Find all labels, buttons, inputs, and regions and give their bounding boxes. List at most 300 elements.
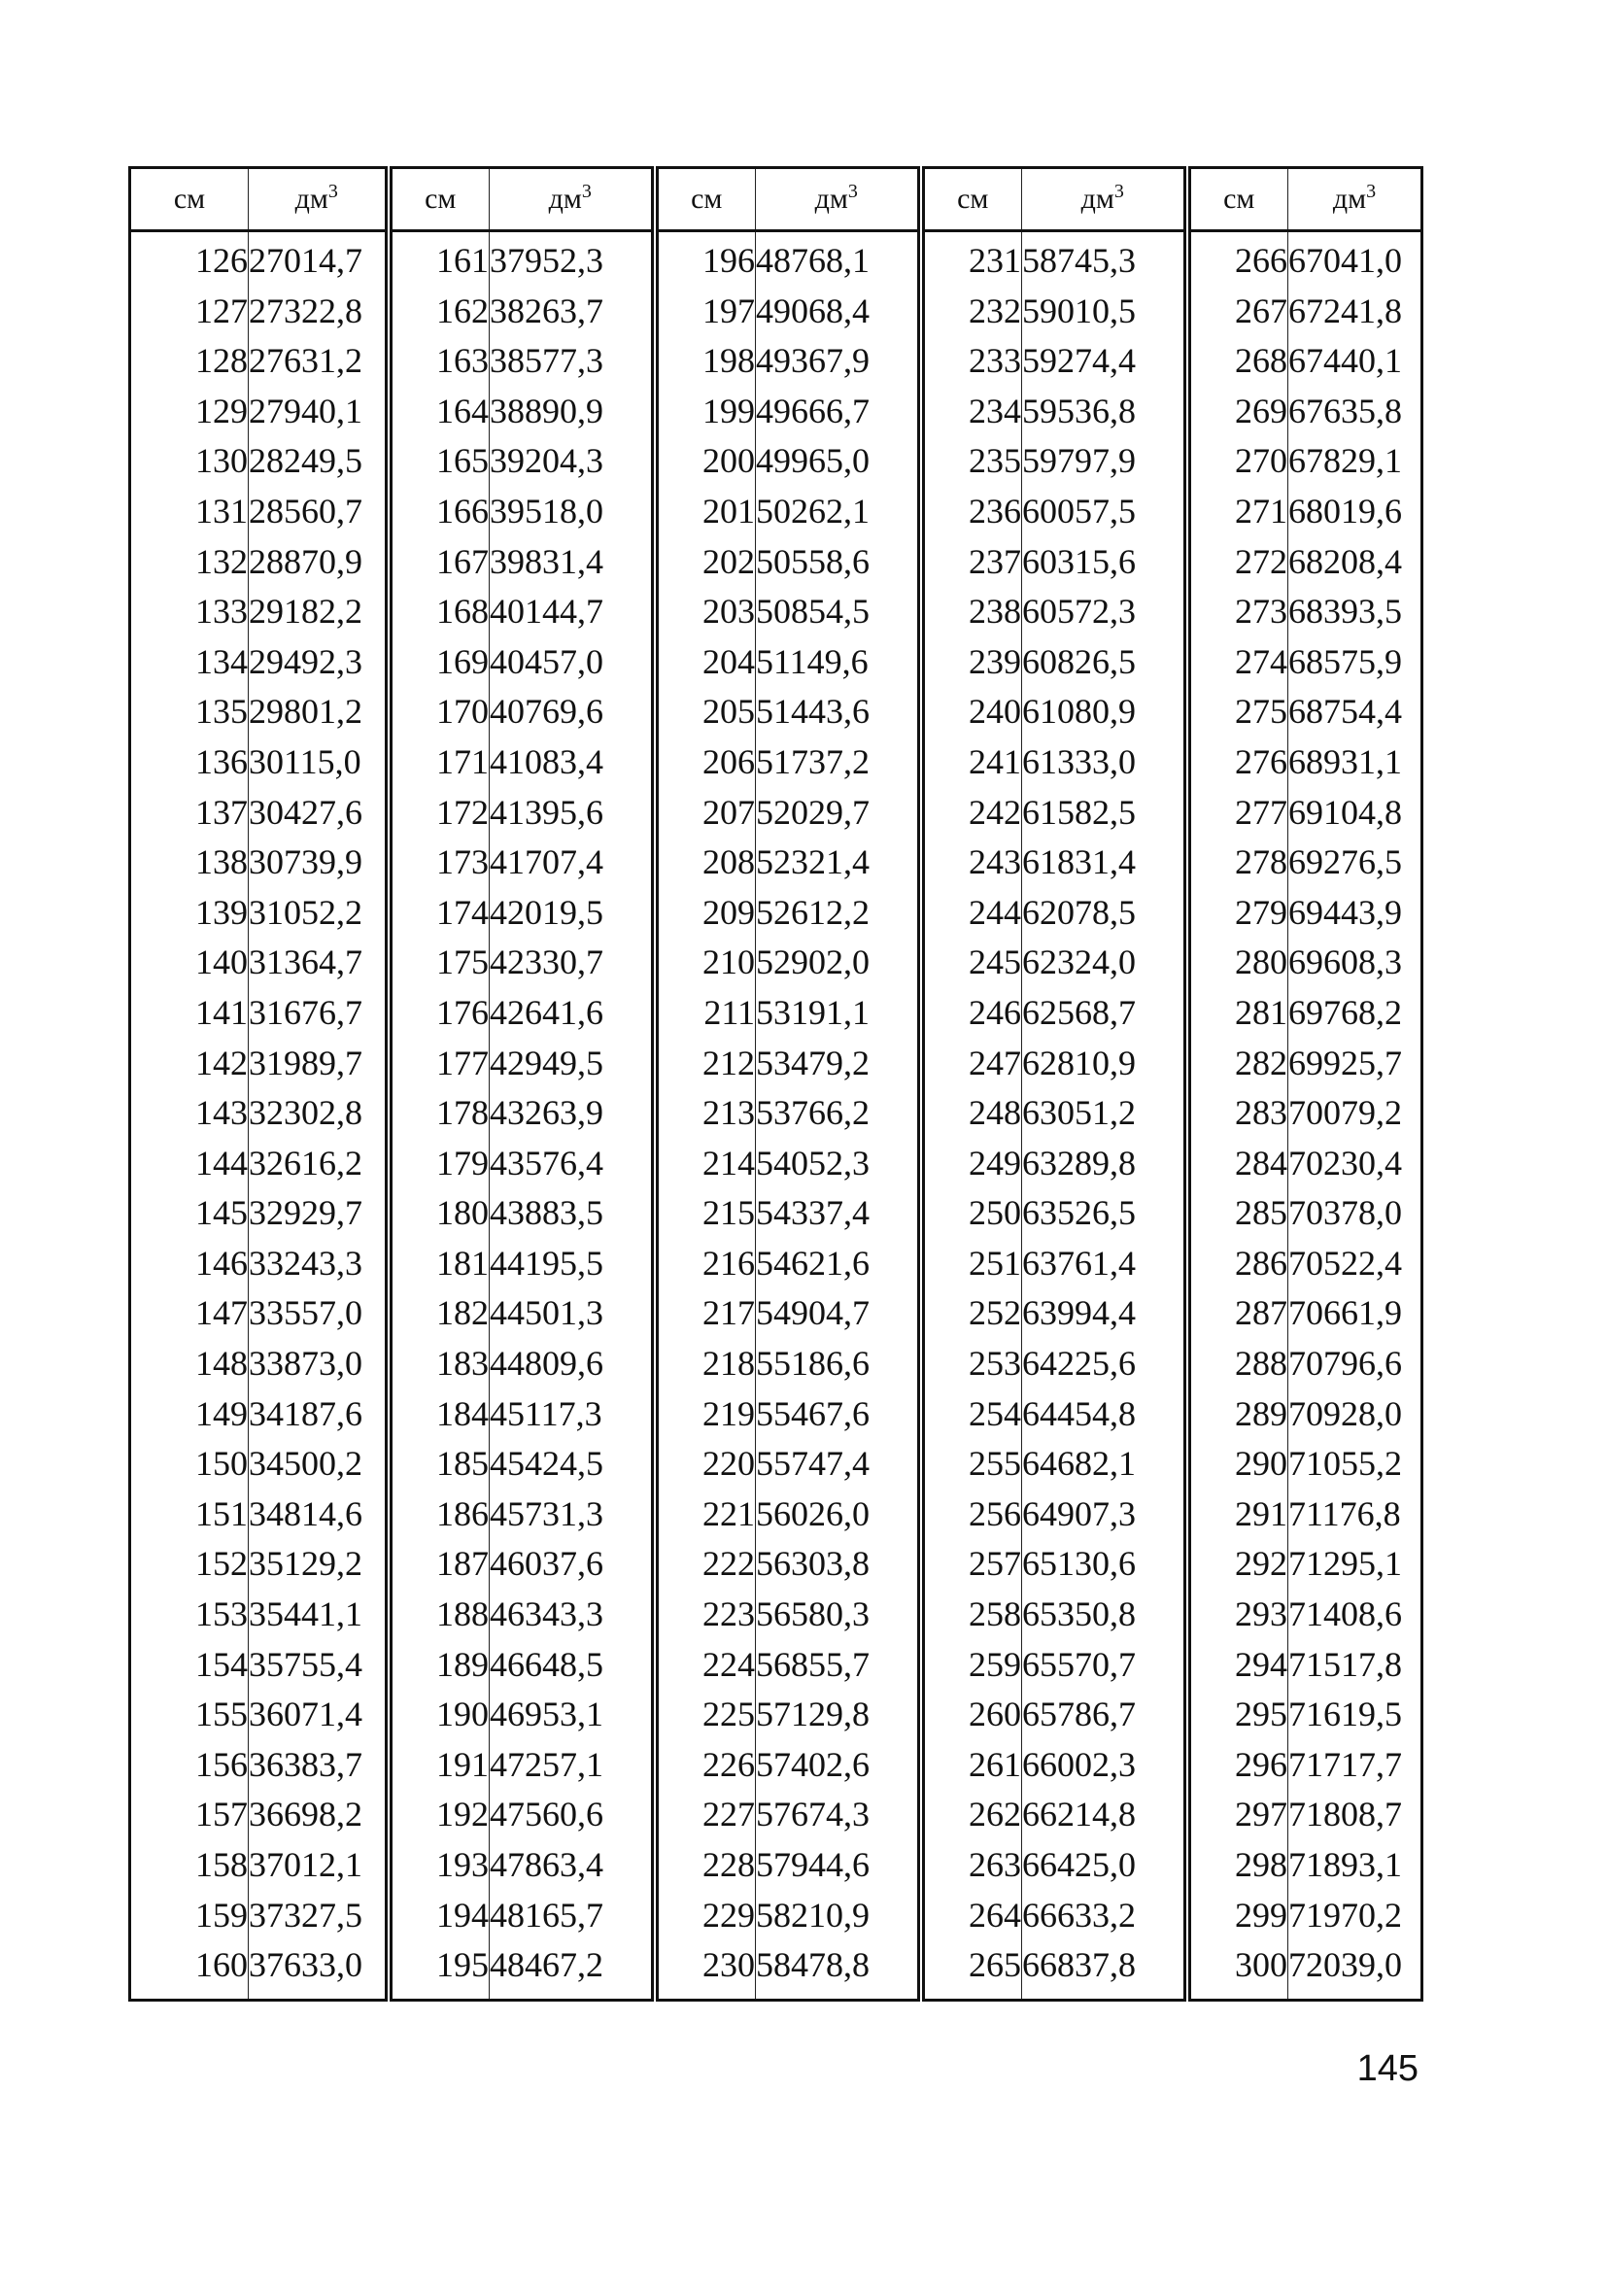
cell-dm3: 39831,4 — [490, 537, 655, 588]
cell-dm3: 44501,3 — [490, 1288, 655, 1339]
cell-cm: 256 — [921, 1490, 1022, 1540]
cell-cm: 182 — [389, 1288, 490, 1339]
cell-dm3: 56580,3 — [756, 1590, 921, 1640]
cell-dm3: 30115,0 — [249, 737, 389, 788]
cell-dm3: 31052,2 — [249, 888, 389, 939]
table-row — [130, 537, 1422, 588]
cell-cm: 167 — [389, 537, 490, 588]
cell-cm: 233 — [921, 336, 1022, 387]
cell-cm: 153 — [130, 1590, 249, 1640]
cell-dm3: 58210,9 — [756, 1891, 921, 1941]
cell-dm3: 63289,8 — [1022, 1139, 1187, 1189]
cell-cm: 300 — [1187, 1940, 1288, 2000]
cell-cm: 133 — [130, 587, 249, 637]
cell-cm: 221 — [655, 1490, 756, 1540]
cell-cm: 215 — [655, 1188, 756, 1239]
cell-dm3: 50558,6 — [756, 537, 921, 588]
cell-cm: 193 — [389, 1840, 490, 1891]
cell-cm: 165 — [389, 436, 490, 487]
column-header-dm-exponent: 3 — [1366, 181, 1377, 202]
cell-dm3: 27322,8 — [249, 287, 389, 337]
cell-dm3: 66214,8 — [1022, 1790, 1187, 1840]
cell-cm: 250 — [921, 1188, 1022, 1239]
cell-cm: 177 — [389, 1039, 490, 1089]
cell-cm: 175 — [389, 938, 490, 988]
cell-cm: 197 — [655, 287, 756, 337]
table-row — [130, 1790, 1422, 1840]
cell-dm3: 60572,3 — [1022, 587, 1187, 637]
cell-dm3: 34814,6 — [249, 1490, 389, 1540]
cell-dm3: 34500,2 — [249, 1439, 389, 1490]
table-row — [130, 1891, 1422, 1941]
cell-cm: 295 — [1187, 1690, 1288, 1740]
cell-cm: 180 — [389, 1188, 490, 1239]
cell-dm3: 67829,1 — [1288, 436, 1422, 487]
cell-dm3: 49666,7 — [756, 387, 921, 437]
cell-cm: 186 — [389, 1490, 490, 1540]
cell-cm: 185 — [389, 1439, 490, 1490]
cell-dm3: 51443,6 — [756, 687, 921, 737]
cell-dm3: 52902,0 — [756, 938, 921, 988]
table-row — [130, 1188, 1422, 1239]
table-row — [130, 287, 1422, 337]
cell-cm: 266 — [1187, 231, 1288, 287]
cell-cm: 219 — [655, 1389, 756, 1440]
cell-dm3: 47560,6 — [490, 1790, 655, 1840]
cell-dm3: 53766,2 — [756, 1088, 921, 1139]
cell-dm3: 42641,6 — [490, 988, 655, 1039]
cell-dm3: 27940,1 — [249, 387, 389, 437]
table-row — [130, 1039, 1422, 1089]
cell-dm3: 54904,7 — [756, 1288, 921, 1339]
cell-cm: 229 — [655, 1891, 756, 1941]
cell-dm3: 61582,5 — [1022, 788, 1187, 839]
cell-cm: 195 — [389, 1940, 490, 2000]
cell-dm3: 59536,8 — [1022, 387, 1187, 437]
cell-dm3: 70796,6 — [1288, 1339, 1422, 1389]
cell-cm: 289 — [1187, 1389, 1288, 1440]
cell-dm3: 53191,1 — [756, 988, 921, 1039]
cell-dm3: 56026,0 — [756, 1490, 921, 1540]
cell-dm3: 28560,7 — [249, 487, 389, 537]
cell-dm3: 68208,4 — [1288, 537, 1422, 588]
cell-dm3: 42330,7 — [490, 938, 655, 988]
calibration-table — [128, 166, 1423, 2002]
cell-dm3: 68393,5 — [1288, 587, 1422, 637]
cell-cm: 272 — [1187, 537, 1288, 588]
cell-dm3: 48467,2 — [490, 1940, 655, 2000]
cell-cm: 206 — [655, 737, 756, 788]
cell-cm: 134 — [130, 637, 249, 688]
cell-cm: 265 — [921, 1940, 1022, 2000]
cell-dm3: 68931,1 — [1288, 737, 1422, 788]
cell-cm: 257 — [921, 1539, 1022, 1590]
cell-cm: 276 — [1187, 737, 1288, 788]
cell-dm3: 32616,2 — [249, 1139, 389, 1189]
cell-cm: 225 — [655, 1690, 756, 1740]
column-header-dm3 — [1022, 168, 1187, 231]
cell-cm: 282 — [1187, 1039, 1288, 1089]
cell-cm: 136 — [130, 737, 249, 788]
cell-dm3: 31364,7 — [249, 938, 389, 988]
cell-cm: 173 — [389, 838, 490, 888]
cell-dm3: 71619,5 — [1288, 1690, 1422, 1740]
cell-dm3: 45424,5 — [490, 1439, 655, 1490]
cell-cm: 216 — [655, 1239, 756, 1289]
cell-cm: 202 — [655, 537, 756, 588]
cell-dm3: 53479,2 — [756, 1039, 921, 1089]
cell-cm: 146 — [130, 1239, 249, 1289]
cell-cm: 212 — [655, 1039, 756, 1089]
table-row — [130, 1590, 1422, 1640]
cell-cm: 279 — [1187, 888, 1288, 939]
cell-dm3: 50262,1 — [756, 487, 921, 537]
cell-dm3: 33873,0 — [249, 1339, 389, 1389]
cell-cm: 231 — [921, 231, 1022, 287]
cell-cm: 294 — [1187, 1640, 1288, 1691]
table-row — [130, 938, 1422, 988]
cell-dm3: 56855,7 — [756, 1640, 921, 1691]
cell-dm3: 48165,7 — [490, 1891, 655, 1941]
cell-cm: 254 — [921, 1389, 1022, 1440]
cell-cm: 181 — [389, 1239, 490, 1289]
cell-dm3: 50854,5 — [756, 587, 921, 637]
cell-cm: 258 — [921, 1590, 1022, 1640]
table-body — [130, 231, 1422, 2001]
cell-cm: 156 — [130, 1740, 249, 1791]
cell-cm: 145 — [130, 1188, 249, 1239]
cell-dm3: 65570,7 — [1022, 1640, 1187, 1691]
cell-cm: 218 — [655, 1339, 756, 1389]
cell-dm3: 52612,2 — [756, 888, 921, 939]
table-row — [130, 587, 1422, 637]
column-header-cm: см — [389, 168, 490, 231]
cell-cm: 213 — [655, 1088, 756, 1139]
cell-cm: 148 — [130, 1339, 249, 1389]
cell-dm3: 29182,2 — [249, 587, 389, 637]
cell-cm: 166 — [389, 487, 490, 537]
cell-cm: 168 — [389, 587, 490, 637]
cell-cm: 170 — [389, 687, 490, 737]
cell-cm: 144 — [130, 1139, 249, 1189]
cell-cm: 281 — [1187, 988, 1288, 1039]
cell-cm: 192 — [389, 1790, 490, 1840]
cell-dm3: 65786,7 — [1022, 1690, 1187, 1740]
cell-cm: 151 — [130, 1490, 249, 1540]
column-header-dm3 — [756, 168, 921, 231]
table-row — [130, 1490, 1422, 1540]
cell-cm: 241 — [921, 737, 1022, 788]
cell-dm3: 66837,8 — [1022, 1940, 1187, 2000]
cell-cm: 292 — [1187, 1539, 1288, 1590]
cell-cm: 183 — [389, 1339, 490, 1389]
cell-dm3: 59797,9 — [1022, 436, 1187, 487]
cell-dm3: 61080,9 — [1022, 687, 1187, 737]
cell-dm3: 47863,4 — [490, 1840, 655, 1891]
column-header-dm-exponent: 3 — [327, 181, 338, 202]
cell-dm3: 46037,6 — [490, 1539, 655, 1590]
cell-dm3: 44195,5 — [490, 1239, 655, 1289]
cell-cm: 128 — [130, 336, 249, 387]
cell-cm: 278 — [1187, 838, 1288, 888]
cell-dm3: 43263,9 — [490, 1088, 655, 1139]
cell-cm: 203 — [655, 587, 756, 637]
cell-cm: 268 — [1187, 336, 1288, 387]
cell-cm: 205 — [655, 687, 756, 737]
table-row — [130, 1339, 1422, 1389]
cell-dm3: 40144,7 — [490, 587, 655, 637]
cell-dm3: 39204,3 — [490, 436, 655, 487]
cell-dm3: 69443,9 — [1288, 888, 1422, 939]
cell-dm3: 37952,3 — [490, 231, 655, 287]
cell-cm: 179 — [389, 1139, 490, 1189]
cell-dm3: 49367,9 — [756, 336, 921, 387]
cell-dm3: 61831,4 — [1022, 838, 1187, 888]
cell-cm: 285 — [1187, 1188, 1288, 1239]
cell-dm3: 71517,8 — [1288, 1640, 1422, 1691]
cell-cm: 273 — [1187, 587, 1288, 637]
table-row — [130, 1940, 1422, 2000]
cell-cm: 154 — [130, 1640, 249, 1691]
column-header-cm: см — [921, 168, 1022, 231]
table-row — [130, 487, 1422, 537]
cell-dm3: 52321,4 — [756, 838, 921, 888]
table-row — [130, 737, 1422, 788]
cell-cm: 248 — [921, 1088, 1022, 1139]
cell-dm3: 71408,6 — [1288, 1590, 1422, 1640]
cell-dm3: 38577,3 — [490, 336, 655, 387]
table-row — [130, 687, 1422, 737]
table-row — [130, 231, 1422, 287]
cell-cm: 143 — [130, 1088, 249, 1139]
cell-dm3: 29492,3 — [249, 637, 389, 688]
cell-dm3: 35755,4 — [249, 1640, 389, 1691]
cell-cm: 280 — [1187, 938, 1288, 988]
cell-dm3: 58478,8 — [756, 1940, 921, 2000]
column-header-cm: см — [655, 168, 756, 231]
cell-cm: 161 — [389, 231, 490, 287]
cell-dm3: 54337,4 — [756, 1188, 921, 1239]
cell-dm3: 40769,6 — [490, 687, 655, 737]
cell-dm3: 63051,2 — [1022, 1088, 1187, 1139]
table-row — [130, 1840, 1422, 1891]
cell-cm: 261 — [921, 1740, 1022, 1791]
cell-cm: 198 — [655, 336, 756, 387]
cell-cm: 262 — [921, 1790, 1022, 1840]
cell-cm: 274 — [1187, 637, 1288, 688]
cell-cm: 138 — [130, 838, 249, 888]
cell-dm3: 41395,6 — [490, 788, 655, 839]
cell-dm3: 70928,0 — [1288, 1389, 1422, 1440]
cell-cm: 297 — [1187, 1790, 1288, 1840]
cell-dm3: 46953,1 — [490, 1690, 655, 1740]
cell-cm: 209 — [655, 888, 756, 939]
cell-cm: 296 — [1187, 1740, 1288, 1791]
cell-dm3: 48768,1 — [756, 231, 921, 287]
cell-cm: 288 — [1187, 1339, 1288, 1389]
cell-dm3: 69608,3 — [1288, 938, 1422, 988]
cell-dm3: 37012,1 — [249, 1840, 389, 1891]
cell-cm: 137 — [130, 788, 249, 839]
cell-cm: 230 — [655, 1940, 756, 2000]
table-row — [130, 1389, 1422, 1440]
cell-cm: 126 — [130, 231, 249, 287]
cell-dm3: 36698,2 — [249, 1790, 389, 1840]
cell-cm: 201 — [655, 487, 756, 537]
cell-cm: 149 — [130, 1389, 249, 1440]
cell-dm3: 71808,7 — [1288, 1790, 1422, 1840]
cell-dm3: 62568,7 — [1022, 988, 1187, 1039]
cell-dm3: 43576,4 — [490, 1139, 655, 1189]
cell-dm3: 34187,6 — [249, 1389, 389, 1440]
cell-dm3: 71717,7 — [1288, 1740, 1422, 1791]
cell-cm: 210 — [655, 938, 756, 988]
cell-dm3: 60315,6 — [1022, 537, 1187, 588]
cell-dm3: 71055,2 — [1288, 1439, 1422, 1490]
cell-cm: 129 — [130, 387, 249, 437]
cell-dm3: 64682,1 — [1022, 1439, 1187, 1490]
cell-cm: 127 — [130, 287, 249, 337]
cell-dm3: 64907,3 — [1022, 1490, 1187, 1540]
cell-dm3: 60826,5 — [1022, 637, 1187, 688]
cell-cm: 298 — [1187, 1840, 1288, 1891]
cell-cm: 227 — [655, 1790, 756, 1840]
table-row — [130, 1288, 1422, 1339]
cell-dm3: 45117,3 — [490, 1389, 655, 1440]
cell-dm3: 67241,8 — [1288, 287, 1422, 337]
cell-dm3: 36383,7 — [249, 1740, 389, 1791]
cell-cm: 141 — [130, 988, 249, 1039]
cell-dm3: 27631,2 — [249, 336, 389, 387]
cell-dm3: 69104,8 — [1288, 788, 1422, 839]
cell-dm3: 55467,6 — [756, 1389, 921, 1440]
cell-dm3: 52029,7 — [756, 788, 921, 839]
cell-dm3: 69925,7 — [1288, 1039, 1422, 1089]
cell-dm3: 57674,3 — [756, 1790, 921, 1840]
cell-cm: 245 — [921, 938, 1022, 988]
cell-cm: 131 — [130, 487, 249, 537]
cell-cm: 240 — [921, 687, 1022, 737]
cell-dm3: 71893,1 — [1288, 1840, 1422, 1891]
cell-cm: 287 — [1187, 1288, 1288, 1339]
cell-dm3: 37633,0 — [249, 1940, 389, 2000]
cell-cm: 130 — [130, 436, 249, 487]
cell-dm3: 57402,6 — [756, 1740, 921, 1791]
cell-cm: 259 — [921, 1640, 1022, 1691]
table-row — [130, 1539, 1422, 1590]
cell-cm: 174 — [389, 888, 490, 939]
cell-cm: 291 — [1187, 1490, 1288, 1540]
table-row — [130, 387, 1422, 437]
cell-cm: 176 — [389, 988, 490, 1039]
cell-dm3: 44809,6 — [490, 1339, 655, 1389]
cell-cm: 251 — [921, 1239, 1022, 1289]
table-row — [130, 1139, 1422, 1189]
cell-dm3: 30427,6 — [249, 788, 389, 839]
column-header-dm-label: дм — [294, 183, 328, 215]
cell-cm: 147 — [130, 1288, 249, 1339]
cell-cm: 263 — [921, 1840, 1022, 1891]
cell-cm: 132 — [130, 537, 249, 588]
cell-dm3: 54052,3 — [756, 1139, 921, 1189]
cell-dm3: 41083,4 — [490, 737, 655, 788]
cell-dm3: 58745,3 — [1022, 231, 1187, 287]
cell-cm: 255 — [921, 1439, 1022, 1490]
cell-dm3: 62810,9 — [1022, 1039, 1187, 1089]
cell-dm3: 63526,5 — [1022, 1188, 1187, 1239]
cell-cm: 188 — [389, 1590, 490, 1640]
cell-dm3: 69768,2 — [1288, 988, 1422, 1039]
column-header-cm: см — [130, 168, 249, 231]
cell-cm: 290 — [1187, 1439, 1288, 1490]
cell-dm3: 33243,3 — [249, 1239, 389, 1289]
column-header-dm-exponent: 3 — [581, 181, 592, 202]
cell-cm: 199 — [655, 387, 756, 437]
cell-cm: 244 — [921, 888, 1022, 939]
cell-cm: 189 — [389, 1640, 490, 1691]
cell-dm3: 38263,7 — [490, 287, 655, 337]
cell-dm3: 68019,6 — [1288, 487, 1422, 537]
cell-cm: 236 — [921, 487, 1022, 537]
cell-cm: 232 — [921, 287, 1022, 337]
cell-dm3: 49965,0 — [756, 436, 921, 487]
cell-cm: 187 — [389, 1539, 490, 1590]
cell-cm: 246 — [921, 988, 1022, 1039]
cell-cm: 269 — [1187, 387, 1288, 437]
column-header-dm-exponent: 3 — [847, 181, 858, 202]
cell-cm: 172 — [389, 788, 490, 839]
cell-dm3: 28870,9 — [249, 537, 389, 588]
table-row — [130, 1640, 1422, 1691]
cell-cm: 271 — [1187, 487, 1288, 537]
cell-cm: 242 — [921, 788, 1022, 839]
column-header-dm-label: дм — [1080, 183, 1114, 215]
cell-dm3: 71970,2 — [1288, 1891, 1422, 1941]
cell-cm: 140 — [130, 938, 249, 988]
cell-cm: 277 — [1187, 788, 1288, 839]
cell-dm3: 35129,2 — [249, 1539, 389, 1590]
cell-dm3: 68754,4 — [1288, 687, 1422, 737]
column-header-dm-label: дм — [1332, 183, 1367, 215]
cell-dm3: 42949,5 — [490, 1039, 655, 1089]
cell-cm: 169 — [389, 637, 490, 688]
cell-dm3: 27014,7 — [249, 231, 389, 287]
cell-cm: 178 — [389, 1088, 490, 1139]
cell-cm: 194 — [389, 1891, 490, 1941]
cell-cm: 142 — [130, 1039, 249, 1089]
column-header-dm3 — [249, 168, 389, 231]
column-header-dm-label: дм — [814, 183, 848, 215]
cell-dm3: 42019,5 — [490, 888, 655, 939]
cell-cm: 249 — [921, 1139, 1022, 1189]
cell-cm: 239 — [921, 637, 1022, 688]
cell-cm: 220 — [655, 1439, 756, 1490]
cell-cm: 152 — [130, 1539, 249, 1590]
cell-cm: 228 — [655, 1840, 756, 1891]
cell-cm: 223 — [655, 1590, 756, 1640]
cell-cm: 190 — [389, 1690, 490, 1740]
table-row — [130, 988, 1422, 1039]
table-row — [130, 637, 1422, 688]
cell-cm: 270 — [1187, 436, 1288, 487]
cell-dm3: 49068,4 — [756, 287, 921, 337]
cell-dm3: 70378,0 — [1288, 1188, 1422, 1239]
cell-cm: 135 — [130, 687, 249, 737]
cell-dm3: 55747,4 — [756, 1439, 921, 1490]
cell-cm: 171 — [389, 737, 490, 788]
cell-dm3: 45731,3 — [490, 1490, 655, 1540]
cell-cm: 222 — [655, 1539, 756, 1590]
